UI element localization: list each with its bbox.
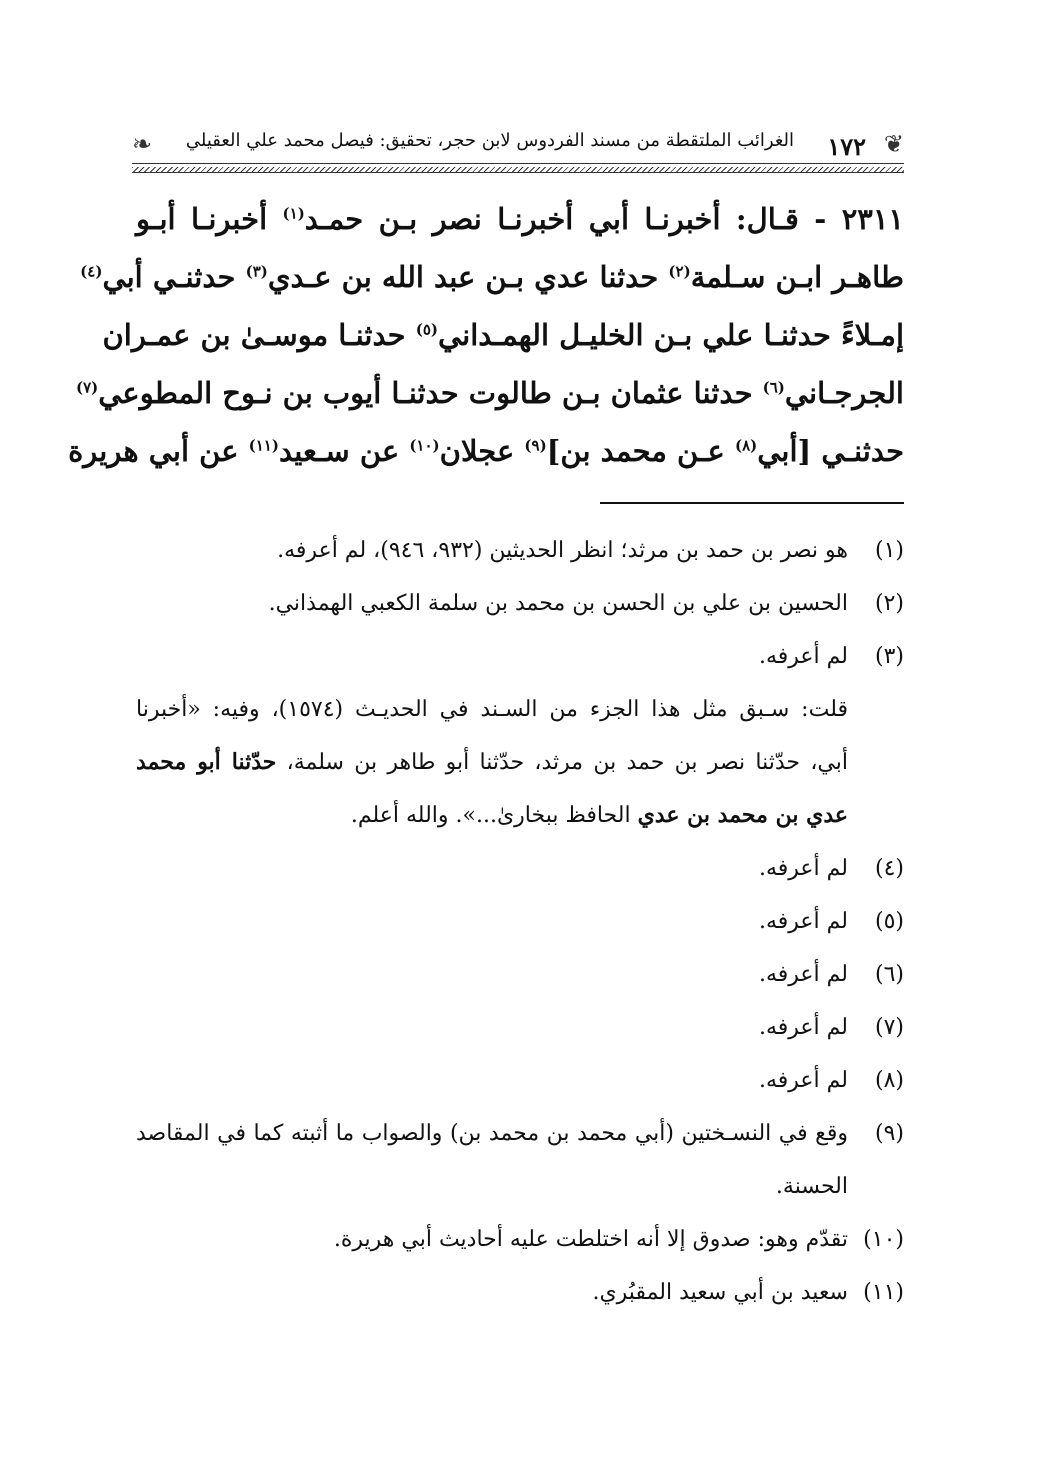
footnotes	[136, 524, 904, 1319]
running-title: الغرائب الملتقطة من مسند الفردوس لابن حجر، تحقيق: فيصل محمد علي العقيلي	[185, 130, 794, 151]
footnote-10: (١٠) تقدّم وهو: صدوق إلا أنه اختلطت عليه أحاديث أبي هريرة.	[333, 1227, 904, 1252]
text-line: الجرجـاني$^{(٦)}$ حدثنا عثمان بـن طالوت حدثنـا أيوب بن نـوح المطوعي$^{(٧)}$	[75, 376, 904, 410]
editor-comment: قلت: سـبق مثل هذا الجزء من السـند في الحديـث (١٥٧٤)، وفيه: «أخبرنا أبي، حدّثنا نصر بن حمد بن مرثد، حدّثنا أبو طاهر بن سلمة، حدّثنا أبو محمد عدي بن محمد بن عدي الحافظ ببخارىٰ...». والله أعلم.	[136, 697, 848, 828]
footnote-3: (٣) لم أعرفه.	[758, 644, 904, 669]
footnote-11: (١١) سعيد بن أبي سعيد المقبُري.	[592, 1280, 904, 1305]
footnote-ref[interactable]: (١١)	[248, 436, 279, 455]
hadith-text	[68, 190, 905, 480]
footnote-ref[interactable]: (٨)	[734, 436, 758, 455]
footnote-ref[interactable]: (٣)	[245, 262, 268, 281]
page-number: ١٧٢	[827, 132, 866, 161]
footnote-2: (٢) الحسين بن علي بن الحسن بن محمد بن سلمة الكعبي الهمذاني.	[268, 591, 904, 616]
text-line: طاهـر ابـن سـلمة$^{(٢)}$ حدثنا عدي بـن عبد الله بن عـدي$^{(٣)}$ حدثنـي أبي$^{(٤)}$	[80, 260, 904, 294]
footnote-ref[interactable]: (٩)	[524, 436, 547, 455]
footnote-5: (٥) لم أعرفه.	[758, 909, 904, 934]
footnote-9: (٩) وقع في النسـختين (أبي محمد بن محمد بن) والصواب ما أثبته كما في المقاصد الحسنة.	[136, 1121, 904, 1199]
footnote-separator	[600, 502, 904, 504]
footnote-7: (٧) لم أعرفه.	[758, 1015, 904, 1040]
footnote-ref[interactable]: (١٠)	[409, 436, 440, 455]
ornament-right-icon: ❦	[883, 130, 904, 158]
footnote-4: (٤) لم أعرفه.	[758, 856, 904, 881]
text-line: حدثنـي [أبي$^{(٨)}$ عـن محمد بن]$^{(٩)}$ عجلان$^{(١٠)}$ عن سـعيد$^{(١١)}$ عن أبي هريرة	[68, 434, 904, 468]
text-line: ٢٣١١ - قـال: أخبرنـا أبي أخبرنـا نصر بـن حمـد$^{(١)}$ أخبرنـا أبـو	[136, 202, 905, 236]
footnote-ref[interactable]: (٦)	[762, 378, 785, 397]
footnote-ref[interactable]: (٤)	[80, 262, 103, 281]
footnote-1: (١) هو نصر بن حمد بن مرثد؛ انظر الحديثين (٩٣٢، ٩٤٦)، لم أعرفه.	[277, 538, 904, 563]
ornament-left-icon: ❧	[132, 130, 153, 158]
footnote-ref[interactable]: (٥)	[415, 320, 438, 339]
footnote-8: (٨) لم أعرفه.	[758, 1068, 904, 1093]
footnote-ref[interactable]: (٢)	[668, 262, 691, 281]
header-ornament-band	[132, 167, 904, 173]
page-header	[132, 120, 904, 176]
header-rule	[132, 163, 904, 164]
text-line: إمـلاءً حدثنـا علي بـن الخليـل الهمـداني$^{(٥)}$ حدثنـا موسـىٰ بن عمـران	[102, 318, 904, 352]
footnote-ref[interactable]: (٧)	[75, 378, 99, 397]
footnote-ref[interactable]: (١)	[282, 204, 305, 223]
footnote-6: (٦) لم أعرفه.	[758, 962, 904, 987]
